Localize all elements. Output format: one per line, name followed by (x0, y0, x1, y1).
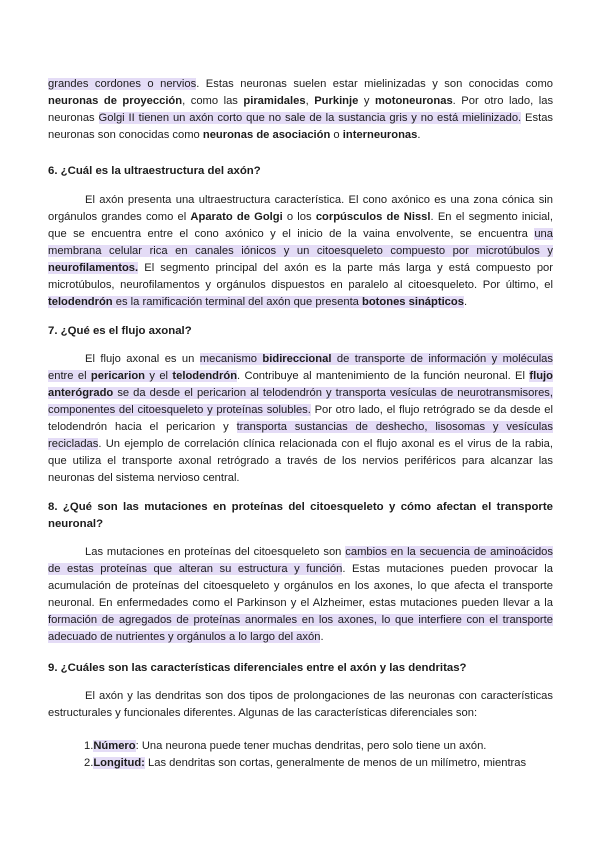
bold-term: telodendrón (172, 370, 238, 382)
intro-paragraph (48, 76, 553, 144)
text-run: El axón presenta una ultraestructura característica. El cono axónico es una zona cónica sin orgánulos grandes como el (48, 194, 553, 223)
text-run: . (463, 296, 468, 308)
bold-term: interneuronas (342, 129, 418, 141)
list-item (84, 738, 554, 755)
bold-term: neuronas de proyección (48, 95, 183, 107)
bold-term: Longitud: (93, 757, 145, 769)
highlight: es la ramificación terminal del axón que presenta (112, 296, 363, 308)
highlight: se da desde el pericarion al telodendrón y transporta vesículas de neurotransmisores, componentes del citoesqueleto y proteínas solubles. (48, 387, 553, 416)
highlight: de transporte de información y moléculas entre el (48, 353, 553, 382)
question-6-heading: 6. ¿Cuál es la ultraestructura del axón? (48, 165, 261, 177)
text-run: . (417, 129, 421, 141)
bold-term: pericarion (90, 370, 146, 382)
text-run: Estas neuronas son conocidas como (48, 112, 554, 141)
highlight: formación de agregados de proteínas anormales en los axones, lo que interfiere con el transporte adecuado de nutrientes y orgánulos a lo largo del axón (48, 614, 553, 643)
highlight: y el (145, 370, 173, 382)
text-run: . Un ejemplo de correlación clínica relacionada con el flujo axonal es el virus de la rabia, que utiliza el transporte axonal retrógrado a través de los nervios periféricos para alcanzar las neuronas del sistema nervioso central. (48, 438, 553, 484)
list-item (84, 755, 554, 772)
text-run: . Estas neuronas suelen estar mielinizadas y son conocidas como (196, 78, 553, 90)
highlight: mecanismo (199, 353, 263, 365)
text-run: El segmento principal del axón es la parte más larga y está compuesto por microtúbulos, neurofilamentos y orgánulos dispuestos en paralelo al citoesqueleto. Por último, el (48, 262, 553, 291)
text-run: El flujo axonal es un (85, 353, 200, 365)
text-run: o los (282, 211, 316, 223)
bold-term: corpúsculos de Nissl (315, 211, 431, 223)
list-number: 1. (84, 740, 94, 752)
text-run: Las mutaciones en proteínas del citoesqueleto son (85, 546, 346, 558)
bold-term: neurofilamentos. (48, 262, 139, 274)
bold-term: Purkinje (314, 95, 359, 107)
text-run: , como las (182, 95, 244, 107)
question-8-answer (48, 544, 553, 646)
question-6-answer (48, 192, 553, 311)
bold-term: motoneuronas (374, 95, 453, 107)
bold-term: neuronas de asociación (202, 129, 331, 141)
text-run: o (330, 129, 343, 141)
text-run: . Por otro lado, las neuronas (48, 95, 554, 124)
highlight: una membrana celular rica en canales iónicos y un citoesqueleto compuesto por microtúbulos y (48, 228, 553, 257)
highlight: cambios en la secuencia de aminoácidos de estas proteínas que alteran su estructura y función (48, 546, 553, 575)
question-9-intro: El axón y las dendritas son dos tipos de prolongaciones de las neuronas con características estructurales y funcionales diferentes. Algunas de las características diferenciales son: (48, 690, 553, 719)
question-7-answer (48, 351, 553, 487)
question-8-heading: 8. ¿Qué son las mutaciones en proteínas del citoesqueleto y cómo afectan el transporte neuronal? (48, 501, 553, 530)
bold-term: piramidales (243, 95, 306, 107)
text-run: , (305, 95, 315, 107)
text-run: . (320, 631, 324, 643)
bold-term: flujo anterógrado (48, 370, 553, 399)
bold-term: telodendrón (48, 296, 113, 308)
text-run: y (358, 95, 375, 107)
question-7-heading: 7. ¿Qué es el flujo axonal? (48, 325, 192, 337)
bold-term: Aparato de Golgi (190, 211, 283, 223)
list-number: 2. (84, 757, 94, 769)
text-run: . En el segmento inicial, que se encuentra entre el cono axónico y el inicio de la vaina envolvente, se encuentra (48, 211, 553, 240)
text-run: . Contribuye al mantenimiento de la función neuronal. El (237, 370, 530, 382)
highlight: grandes cordones o nervios (48, 78, 197, 90)
highlight: Golgi II tienen un axón corto que no sale de la sustancia gris y no está mielinizado. (98, 112, 522, 124)
differences-list (84, 738, 554, 772)
text-run: : Una neurona puede tener muchas dendritas, pero solo tiene un axón. (135, 740, 487, 752)
highlight: transporta sustancias de deshecho, lisosomas y vesículas recicladas (48, 421, 554, 450)
text-run: . Estas mutaciones pueden provocar la acumulación de proteínas del citoesqueleto y orgánulos en los axones, lo que afecta el transporte neuronal. En enfermedades como el Parkinson y el Alzheimer, estas mutaciones pueden llevar a la (48, 563, 554, 609)
bold-term: bidireccional (262, 353, 332, 365)
bold-term: Número (93, 740, 136, 752)
text-run: Las dendritas son cortas, generalmente de menos de un milímetro, mientras (144, 757, 527, 769)
question-9-heading: 9. ¿Cuáles son las características diferenciales entre el axón y las dendritas? (48, 662, 467, 674)
bold-term: botones sinápticos (362, 296, 464, 308)
text-run: Por otro lado, el flujo retrógrado se da desde el telodendrón hacia el pericarion y (48, 404, 554, 433)
